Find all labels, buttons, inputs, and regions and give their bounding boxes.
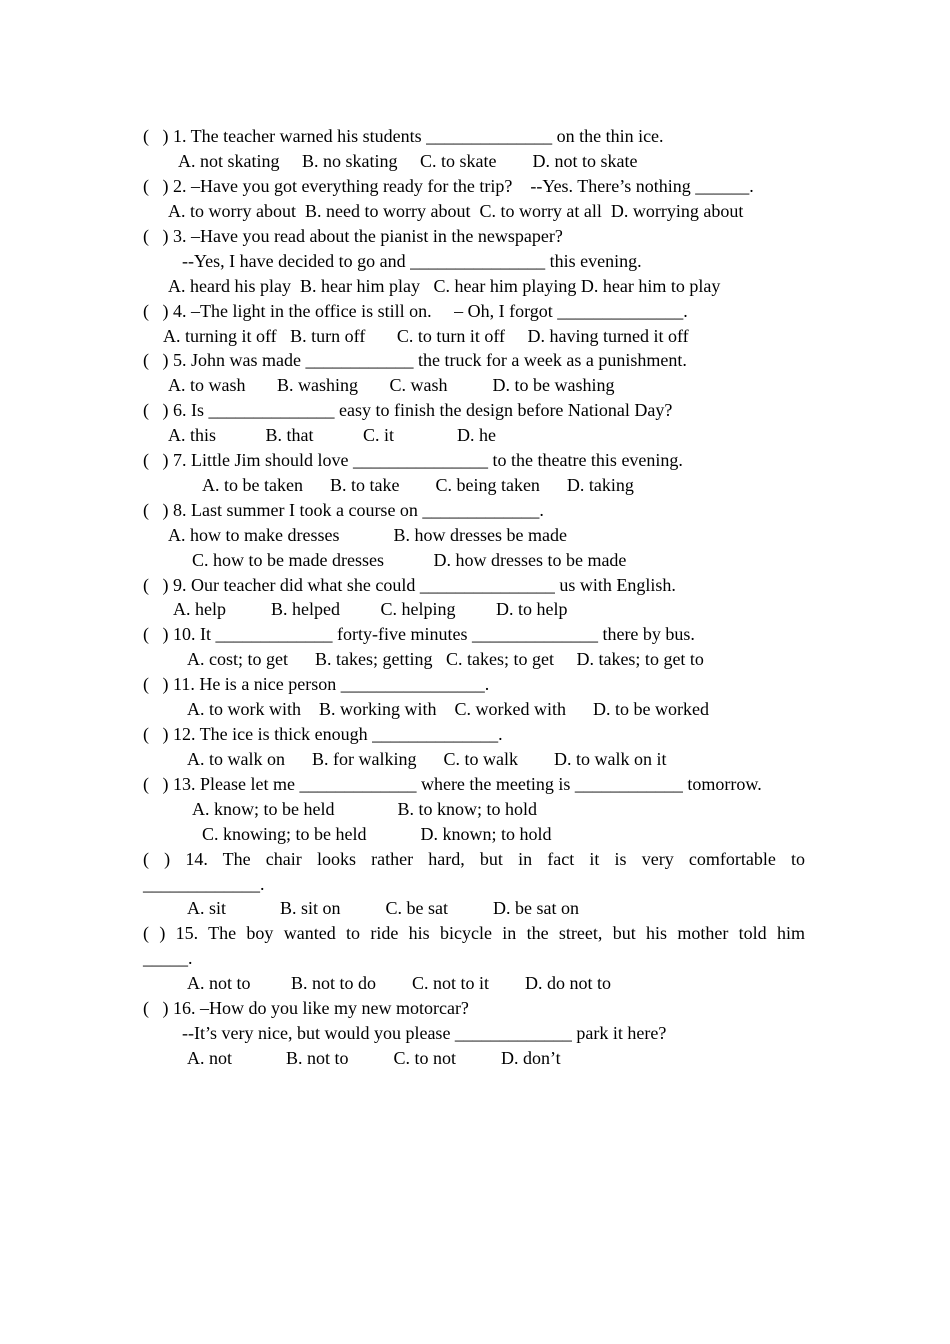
question-2-stem: ( ) 2. –Have you got everything ready for the trip? --Yes. There’s nothing ______.: [143, 176, 754, 196]
question-8-options-line-1: A. how to make dresses B. how dresses be made: [168, 525, 567, 545]
question-3-options: A. heard his play B. hear him play C. hear him playing D. hear him to play: [168, 276, 721, 296]
question-1-options: A. not skating B. no skating C. to skate D. not to skate: [178, 151, 638, 171]
question-1-stem: ( ) 1. The teacher warned his students ______________ on the thin ice.: [143, 126, 664, 146]
question-11-options: A. to work with B. working with C. worked with D. to be worked: [187, 699, 709, 719]
question-5-options: A. to wash B. washing C. wash D. to be washing: [168, 375, 615, 395]
question-6-options: A. this B. that C. it D. he: [168, 425, 496, 445]
question-14-stem-continued: _____________.: [143, 874, 265, 894]
question-16-stem: ( ) 16. –How do you like my new motorcar?: [143, 998, 469, 1018]
question-2-options: A. to worry about B. need to worry about C. to worry at all D. worrying about: [168, 201, 744, 221]
question-11-stem: ( ) 11. He is a nice person ________________.: [143, 674, 490, 694]
question-4-options: A. turning it off B. turn off C. to turn it off D. having turned it off: [163, 326, 689, 346]
question-12-options: A. to walk on B. for walking C. to walk D. to walk on it: [187, 749, 667, 769]
question-9-options: A. help B. helped C. helping D. to help: [173, 599, 568, 619]
question-15-options: A. not to B. not to do C. not to it D. do not to: [187, 973, 612, 993]
question-8-stem: ( ) 8. Last summer I took a course on _____________.: [143, 500, 544, 520]
question-5-stem: ( ) 5. John was made ____________ the truck for a week as a punishment.: [143, 350, 687, 370]
question-7-options: A. to be taken B. to take C. being taken D. taking: [202, 475, 634, 495]
question-15-stem-continued: _____.: [143, 948, 193, 968]
question-13-stem: ( ) 13. Please let me _____________ where the meeting is ____________ tomorrow.: [143, 774, 762, 794]
question-14-options: A. sit B. sit on C. be sat D. be sat on: [187, 898, 579, 918]
question-14-stem: ( ) 14. The chair looks rather hard, but in fact it is very comfortable to: [143, 849, 805, 869]
question-16-stem-continued: --It’s very nice, but would you please _____________ park it here?: [182, 1023, 667, 1043]
question-10-stem: ( ) 10. It _____________ forty-five minutes ______________ there by bus.: [143, 624, 695, 644]
question-15-stem: ( ) 15. The boy wanted to ride his bicycle in the street, but his mother told him: [143, 923, 805, 943]
question-3-stem: ( ) 3. –Have you read about the pianist in the newspaper?: [143, 226, 563, 246]
question-3-stem-continued: --Yes, I have decided to go and _______________ this evening.: [182, 251, 642, 271]
question-13-options-line-1: A. know; to be held B. to know; to hold: [192, 799, 537, 819]
question-9-stem: ( ) 9. Our teacher did what she could _______________ us with English.: [143, 575, 676, 595]
question-12-stem: ( ) 12. The ice is thick enough ______________.: [143, 724, 503, 744]
question-16-options: A. not B. not to C. to not D. don’t: [187, 1048, 561, 1068]
question-4-stem: ( ) 4. –The light in the office is still on. – Oh, I forgot ______________.: [143, 301, 688, 321]
question-8-options-line-2: C. how to be made dresses D. how dresses to be made: [192, 550, 627, 570]
question-6-stem: ( ) 6. Is ______________ easy to finish the design before National Day?: [143, 400, 673, 420]
question-10-options: A. cost; to get B. takes; getting C. takes; to get D. takes; to get to: [187, 649, 704, 669]
question-13-options-line-2: C. knowing; to be held D. known; to hold: [202, 824, 552, 844]
question-7-stem: ( ) 7. Little Jim should love _______________ to the theatre this evening.: [143, 450, 683, 470]
